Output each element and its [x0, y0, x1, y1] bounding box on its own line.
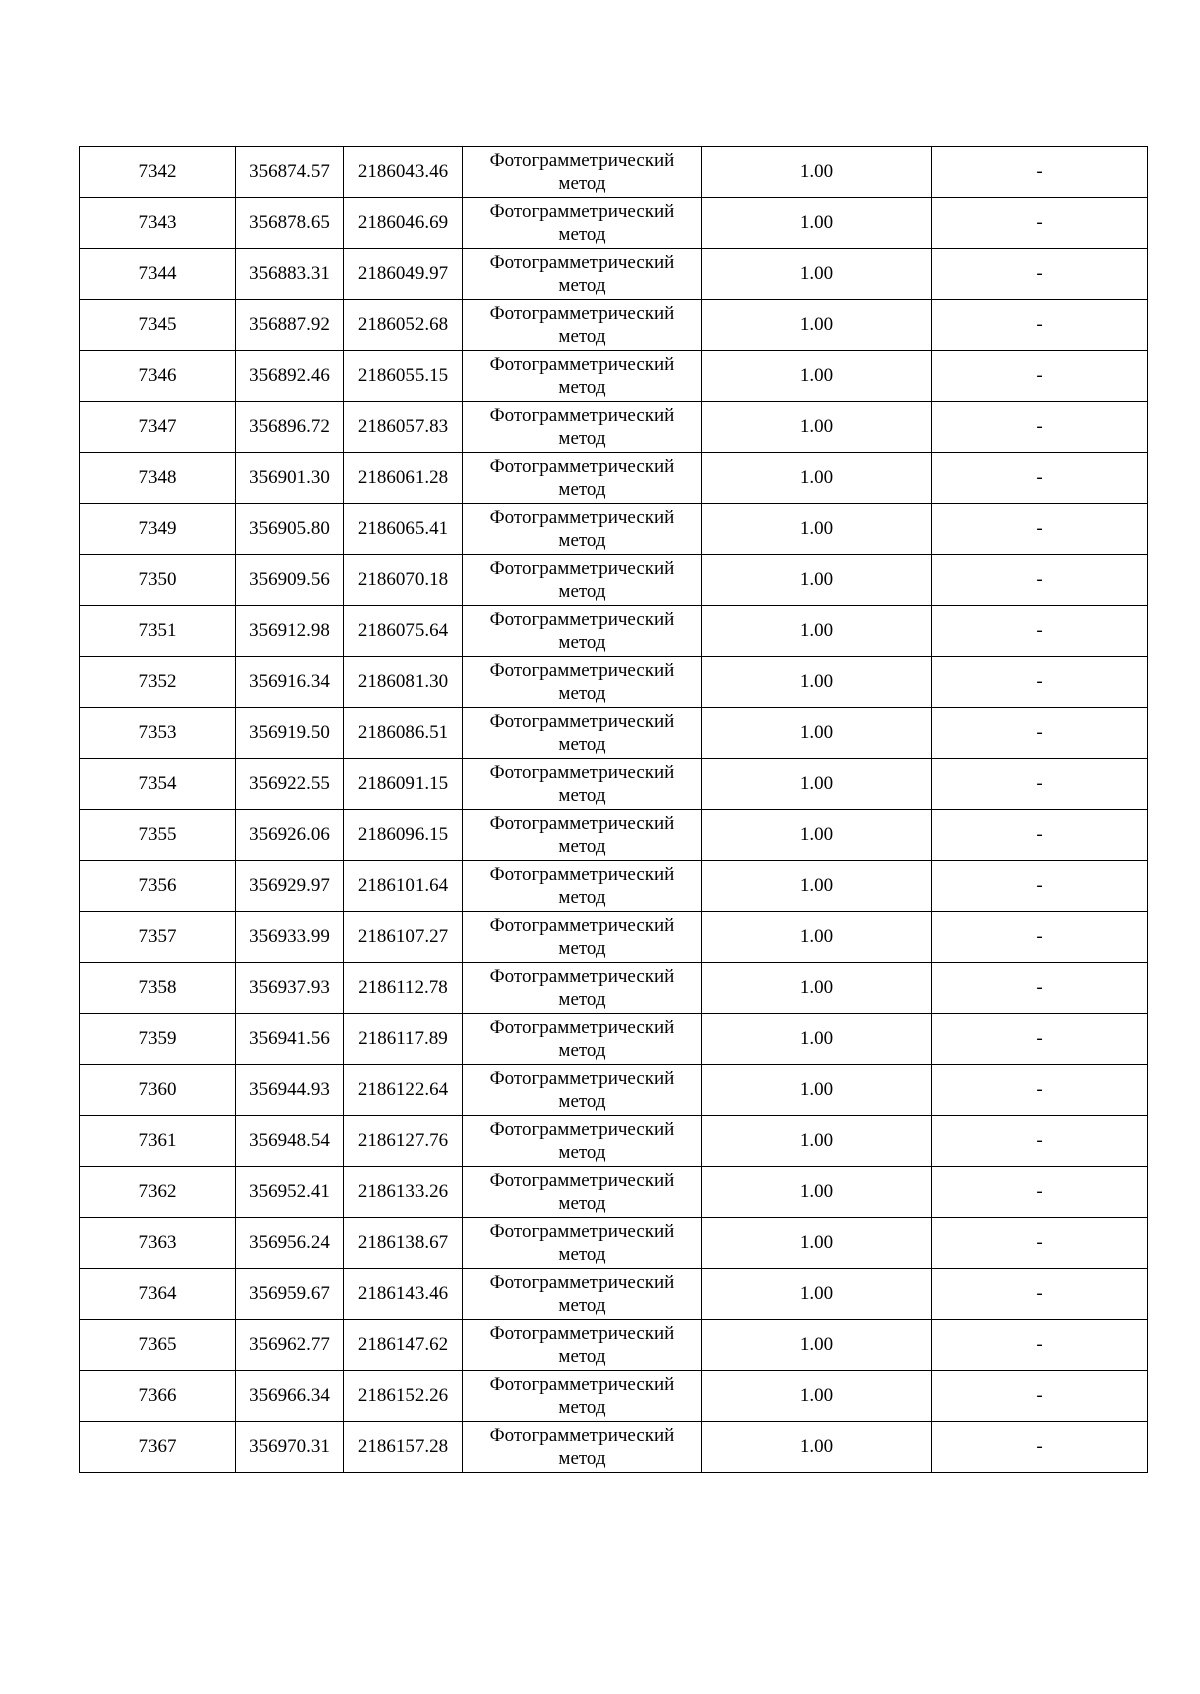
- accuracy-cell: 1.00: [702, 147, 932, 198]
- note-cell: -: [932, 555, 1148, 606]
- note-cell: -: [932, 300, 1148, 351]
- note-cell: -: [932, 708, 1148, 759]
- x-coordinate-cell: 356933.99: [236, 912, 344, 963]
- method-cell: Фотограмметрический метод: [463, 657, 702, 708]
- accuracy-cell: 1.00: [702, 1116, 932, 1167]
- x-coordinate-cell: 356956.24: [236, 1218, 344, 1269]
- y-coordinate-cell: 2186055.15: [344, 351, 463, 402]
- note-cell: -: [932, 1320, 1148, 1371]
- accuracy-cell: 1.00: [702, 759, 932, 810]
- table-row: [80, 249, 1148, 300]
- y-coordinate-cell: 2186143.46: [344, 1269, 463, 1320]
- point-number-cell: 7343: [80, 198, 236, 249]
- point-number-cell: 7353: [80, 708, 236, 759]
- point-number-cell: 7365: [80, 1320, 236, 1371]
- accuracy-cell: 1.00: [702, 1422, 932, 1473]
- point-number-cell: 7355: [80, 810, 236, 861]
- x-coordinate-cell: 356912.98: [236, 606, 344, 657]
- method-cell: Фотограмметрический метод: [463, 147, 702, 198]
- table-body: [80, 147, 1148, 1473]
- note-cell: -: [932, 606, 1148, 657]
- accuracy-cell: 1.00: [702, 351, 932, 402]
- table-row: [80, 1167, 1148, 1218]
- accuracy-cell: 1.00: [702, 1014, 932, 1065]
- table-row: [80, 1218, 1148, 1269]
- x-coordinate-cell: 356916.34: [236, 657, 344, 708]
- y-coordinate-cell: 2186152.26: [344, 1371, 463, 1422]
- table-row: [80, 963, 1148, 1014]
- y-coordinate-cell: 2186075.64: [344, 606, 463, 657]
- point-number-cell: 7345: [80, 300, 236, 351]
- method-cell: Фотограмметрический метод: [463, 504, 702, 555]
- x-coordinate-cell: 356883.31: [236, 249, 344, 300]
- note-cell: -: [932, 1422, 1148, 1473]
- table-row: [80, 453, 1148, 504]
- table-row: [80, 657, 1148, 708]
- method-cell: Фотограмметрический метод: [463, 1065, 702, 1116]
- table-row: [80, 606, 1148, 657]
- method-cell: Фотограмметрический метод: [463, 402, 702, 453]
- table-row: [80, 759, 1148, 810]
- y-coordinate-cell: 2186122.64: [344, 1065, 463, 1116]
- y-coordinate-cell: 2186157.28: [344, 1422, 463, 1473]
- note-cell: -: [932, 504, 1148, 555]
- x-coordinate-cell: 356909.56: [236, 555, 344, 606]
- method-cell: Фотограмметрический метод: [463, 759, 702, 810]
- method-cell: Фотограмметрический метод: [463, 1014, 702, 1065]
- point-number-cell: 7366: [80, 1371, 236, 1422]
- y-coordinate-cell: 2186147.62: [344, 1320, 463, 1371]
- point-number-cell: 7360: [80, 1065, 236, 1116]
- method-cell: Фотограмметрический метод: [463, 810, 702, 861]
- point-number-cell: 7364: [80, 1269, 236, 1320]
- table-row: [80, 861, 1148, 912]
- accuracy-cell: 1.00: [702, 708, 932, 759]
- x-coordinate-cell: 356959.67: [236, 1269, 344, 1320]
- accuracy-cell: 1.00: [702, 555, 932, 606]
- note-cell: -: [932, 657, 1148, 708]
- method-cell: Фотограмметрический метод: [463, 453, 702, 504]
- note-cell: -: [932, 1116, 1148, 1167]
- x-coordinate-cell: 356878.65: [236, 198, 344, 249]
- y-coordinate-cell: 2186112.78: [344, 963, 463, 1014]
- table-row: [80, 1116, 1148, 1167]
- note-cell: -: [932, 759, 1148, 810]
- accuracy-cell: 1.00: [702, 300, 932, 351]
- method-cell: Фотограмметрический метод: [463, 198, 702, 249]
- y-coordinate-cell: 2186057.83: [344, 402, 463, 453]
- method-cell: Фотограмметрический метод: [463, 1116, 702, 1167]
- accuracy-cell: 1.00: [702, 1218, 932, 1269]
- accuracy-cell: 1.00: [702, 810, 932, 861]
- y-coordinate-cell: 2186046.69: [344, 198, 463, 249]
- note-cell: -: [932, 402, 1148, 453]
- note-cell: -: [932, 1065, 1148, 1116]
- point-number-cell: 7349: [80, 504, 236, 555]
- x-coordinate-cell: 356966.34: [236, 1371, 344, 1422]
- accuracy-cell: 1.00: [702, 912, 932, 963]
- x-coordinate-cell: 356905.80: [236, 504, 344, 555]
- x-coordinate-cell: 356901.30: [236, 453, 344, 504]
- accuracy-cell: 1.00: [702, 1269, 932, 1320]
- method-cell: Фотограмметрический метод: [463, 1371, 702, 1422]
- y-coordinate-cell: 2186138.67: [344, 1218, 463, 1269]
- y-coordinate-cell: 2186127.76: [344, 1116, 463, 1167]
- x-coordinate-cell: 356874.57: [236, 147, 344, 198]
- x-coordinate-cell: 356887.92: [236, 300, 344, 351]
- accuracy-cell: 1.00: [702, 249, 932, 300]
- table-row: [80, 1371, 1148, 1422]
- note-cell: -: [932, 453, 1148, 504]
- y-coordinate-cell: 2186096.15: [344, 810, 463, 861]
- table-row: [80, 1320, 1148, 1371]
- accuracy-cell: 1.00: [702, 1065, 932, 1116]
- x-coordinate-cell: 356970.31: [236, 1422, 344, 1473]
- x-coordinate-cell: 356948.54: [236, 1116, 344, 1167]
- method-cell: Фотограмметрический метод: [463, 1269, 702, 1320]
- accuracy-cell: 1.00: [702, 657, 932, 708]
- accuracy-cell: 1.00: [702, 198, 932, 249]
- note-cell: -: [932, 912, 1148, 963]
- point-number-cell: 7356: [80, 861, 236, 912]
- x-coordinate-cell: 356944.93: [236, 1065, 344, 1116]
- accuracy-cell: 1.00: [702, 861, 932, 912]
- note-cell: -: [932, 1218, 1148, 1269]
- note-cell: -: [932, 147, 1148, 198]
- x-coordinate-cell: 356896.72: [236, 402, 344, 453]
- table-row: [80, 147, 1148, 198]
- accuracy-cell: 1.00: [702, 606, 932, 657]
- note-cell: -: [932, 1371, 1148, 1422]
- note-cell: -: [932, 1269, 1148, 1320]
- y-coordinate-cell: 2186133.26: [344, 1167, 463, 1218]
- point-number-cell: 7363: [80, 1218, 236, 1269]
- note-cell: -: [932, 963, 1148, 1014]
- accuracy-cell: 1.00: [702, 1320, 932, 1371]
- note-cell: -: [932, 861, 1148, 912]
- point-number-cell: 7362: [80, 1167, 236, 1218]
- point-number-cell: 7359: [80, 1014, 236, 1065]
- y-coordinate-cell: 2186052.68: [344, 300, 463, 351]
- point-number-cell: 7361: [80, 1116, 236, 1167]
- table-row: [80, 555, 1148, 606]
- table-row: [80, 1065, 1148, 1116]
- y-coordinate-cell: 2186086.51: [344, 708, 463, 759]
- method-cell: Фотограмметрический метод: [463, 708, 702, 759]
- point-number-cell: 7347: [80, 402, 236, 453]
- table-row: [80, 504, 1148, 555]
- table-row: [80, 198, 1148, 249]
- point-number-cell: 7352: [80, 657, 236, 708]
- point-number-cell: 7342: [80, 147, 236, 198]
- table-row: [80, 1422, 1148, 1473]
- method-cell: Фотограмметрический метод: [463, 1167, 702, 1218]
- coordinates-table: [79, 146, 1148, 1473]
- point-number-cell: 7346: [80, 351, 236, 402]
- y-coordinate-cell: 2186091.15: [344, 759, 463, 810]
- x-coordinate-cell: 356952.41: [236, 1167, 344, 1218]
- method-cell: Фотограмметрический метод: [463, 861, 702, 912]
- note-cell: -: [932, 1014, 1148, 1065]
- table-row: [80, 1014, 1148, 1065]
- x-coordinate-cell: 356926.06: [236, 810, 344, 861]
- table-row: [80, 708, 1148, 759]
- note-cell: -: [932, 1167, 1148, 1218]
- y-coordinate-cell: 2186049.97: [344, 249, 463, 300]
- table-row: [80, 351, 1148, 402]
- y-coordinate-cell: 2186070.18: [344, 555, 463, 606]
- x-coordinate-cell: 356962.77: [236, 1320, 344, 1371]
- table-row: [80, 402, 1148, 453]
- accuracy-cell: 1.00: [702, 453, 932, 504]
- point-number-cell: 7367: [80, 1422, 236, 1473]
- table-row: [80, 1269, 1148, 1320]
- point-number-cell: 7354: [80, 759, 236, 810]
- point-number-cell: 7357: [80, 912, 236, 963]
- note-cell: -: [932, 351, 1148, 402]
- method-cell: Фотограмметрический метод: [463, 1218, 702, 1269]
- accuracy-cell: 1.00: [702, 1371, 932, 1422]
- point-number-cell: 7344: [80, 249, 236, 300]
- accuracy-cell: 1.00: [702, 1167, 932, 1218]
- method-cell: Фотограмметрический метод: [463, 351, 702, 402]
- y-coordinate-cell: 2186117.89: [344, 1014, 463, 1065]
- x-coordinate-cell: 356941.56: [236, 1014, 344, 1065]
- method-cell: Фотограмметрический метод: [463, 555, 702, 606]
- y-coordinate-cell: 2186081.30: [344, 657, 463, 708]
- x-coordinate-cell: 356922.55: [236, 759, 344, 810]
- point-number-cell: 7350: [80, 555, 236, 606]
- x-coordinate-cell: 356929.97: [236, 861, 344, 912]
- x-coordinate-cell: 356937.93: [236, 963, 344, 1014]
- y-coordinate-cell: 2186065.41: [344, 504, 463, 555]
- note-cell: -: [932, 198, 1148, 249]
- y-coordinate-cell: 2186043.46: [344, 147, 463, 198]
- method-cell: Фотограмметрический метод: [463, 1320, 702, 1371]
- method-cell: Фотограмметрический метод: [463, 249, 702, 300]
- point-number-cell: 7358: [80, 963, 236, 1014]
- table-row: [80, 300, 1148, 351]
- method-cell: Фотограмметрический метод: [463, 912, 702, 963]
- point-number-cell: 7351: [80, 606, 236, 657]
- accuracy-cell: 1.00: [702, 963, 932, 1014]
- table-row: [80, 912, 1148, 963]
- method-cell: Фотограмметрический метод: [463, 300, 702, 351]
- method-cell: Фотограмметрический метод: [463, 963, 702, 1014]
- note-cell: -: [932, 249, 1148, 300]
- y-coordinate-cell: 2186101.64: [344, 861, 463, 912]
- point-number-cell: 7348: [80, 453, 236, 504]
- x-coordinate-cell: 356919.50: [236, 708, 344, 759]
- method-cell: Фотограмметрический метод: [463, 606, 702, 657]
- y-coordinate-cell: 2186061.28: [344, 453, 463, 504]
- accuracy-cell: 1.00: [702, 504, 932, 555]
- table-row: [80, 810, 1148, 861]
- x-coordinate-cell: 356892.46: [236, 351, 344, 402]
- y-coordinate-cell: 2186107.27: [344, 912, 463, 963]
- accuracy-cell: 1.00: [702, 402, 932, 453]
- method-cell: Фотограмметрический метод: [463, 1422, 702, 1473]
- note-cell: -: [932, 810, 1148, 861]
